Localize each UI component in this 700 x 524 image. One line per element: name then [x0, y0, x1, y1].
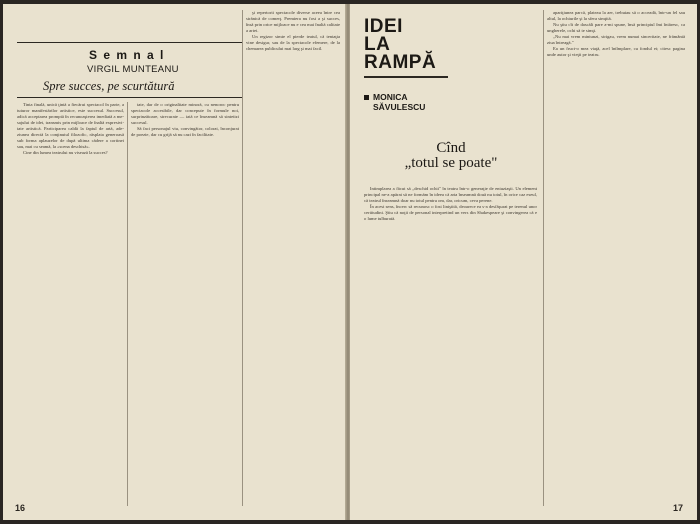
author-name: VIRGIL MUNTEANU: [87, 64, 179, 75]
left-col3-para1: şi repertorii spectacole diverse aceea între cea strănică de comerţ. Premiera nu fost a şi succes, însă prin orice mijloace nu e cea mai înaltă calitate a artei.: [246, 10, 340, 33]
right-col2-para1: apariţiunea parcă, plateau la aer, trebuiau să o acceadă, într-un fel sau altul, la ochiurile şi la sfera simţită.: [547, 10, 685, 21]
title-rule: [364, 76, 448, 78]
right-col-2: [547, 10, 685, 506]
right-page: [350, 4, 697, 520]
author-block-square: [364, 95, 369, 100]
left-col3-para2: Un regizor simte el pierde teatul, că tentaţia vine desigur, sau de la spectacole efemere, de la chemarea publicului mai larg şi mai facil.: [246, 33, 340, 51]
col-separator: [127, 102, 128, 506]
article-title-line1: Cînd: [436, 140, 466, 156]
right-col1-para1: Intimplarea a făcut să „deschid ochii" în teatru într-o generaţie de entuziaşti. Un element principal ne-a apărat să ne formăm în ideea că arta înseamnă două nu totul, în orice caz eseul, că teatrul înseamnă doar nu totul pentru om, dar, oricum, ceva perene.: [364, 186, 537, 203]
right-col2-para4: Ea un fruct-o mea viaţă, acel întîmplare, cu fondul ei; citesc pagina unde autor şi vieţii pe teatru.: [547, 45, 685, 57]
left-page-number: 16: [15, 503, 26, 513]
column-title-line2: LA: [364, 34, 391, 55]
author-line1: MONICA: [373, 92, 408, 102]
column-title-line1: IDEI: [364, 16, 403, 37]
right-col2-para3: „Nu mai vrem miniunzi, strigau, vrem numai sinceritate, ne frământă ziua întreagă.": [547, 33, 685, 45]
header-rule-bottom: [17, 97, 243, 98]
right-col2-para2: Nu ştiu cît de dascăli pare a-mi spune, însă principiul îmi întăresc, ca ungherele, ochi să te simţi.: [547, 21, 685, 33]
left-col-3: [246, 10, 340, 506]
article-title: Spre succes, pe scurtătură: [43, 79, 175, 93]
left-col-1: [17, 102, 124, 506]
left-col1-para1: Tinta finală, unică ţintă a fiecărui spectacol în parte, a tuturor manifestărilor artistice, este succesul. Succesul, adică acceptarea promptă în recunoaşterea imediată a mesajului de idei, transmis prin mijloace de înaltă expresivitate artistică. Participarea caldă la faptul de artă, adeziunea directă la conţinutul filozofic, răsplata generoasă sub forma aplauzelor de după ultima cădere a cortinei sau, mai cu seamă, la «scena deschisă».: [17, 102, 124, 149]
article-title-line2: „totul se poate": [404, 155, 498, 171]
article-title: [368, 141, 534, 171]
author-name: [373, 92, 425, 112]
section-title: S e m n a l: [89, 48, 165, 62]
header-rule-top: [17, 42, 243, 43]
col-separator: [543, 10, 544, 506]
right-col-1: [364, 186, 537, 506]
left-col2-para1: tate, dar de o originalitate minoră, cu nenoroc pentru spectacole accesibile, dar concepute în formule noi, surprinzătoare, strecurate — iată ce înseamnă să sintetizi succesul.: [131, 102, 239, 125]
right-col1-para2: În acest sens, încerc să recunosc o fost liniştită, deoarece ea s-a desfăşurat pe terenul unor certitudini. Ştiu că noţii de personal interpretind un vers din Shakespeare şi convingerea că e o lume tulburată.: [364, 203, 537, 221]
left-page: [3, 4, 347, 520]
left-col-2: [131, 102, 239, 506]
left-col1-para2: Cine din lumea teatrului nu visează la succes?: [23, 149, 108, 155]
column-title: [364, 18, 436, 72]
right-page-number: 17: [673, 503, 684, 513]
author-line2: SĂVULESCU: [373, 102, 426, 112]
left-col2-para2: Să faci personajul viu, convingător, colorat, înconjurat de poezie, dar cu grijă să nu cazi în facilitate.: [131, 125, 239, 137]
col-separator: [242, 10, 243, 506]
column-title-line3: RAMPĂ: [364, 52, 437, 73]
